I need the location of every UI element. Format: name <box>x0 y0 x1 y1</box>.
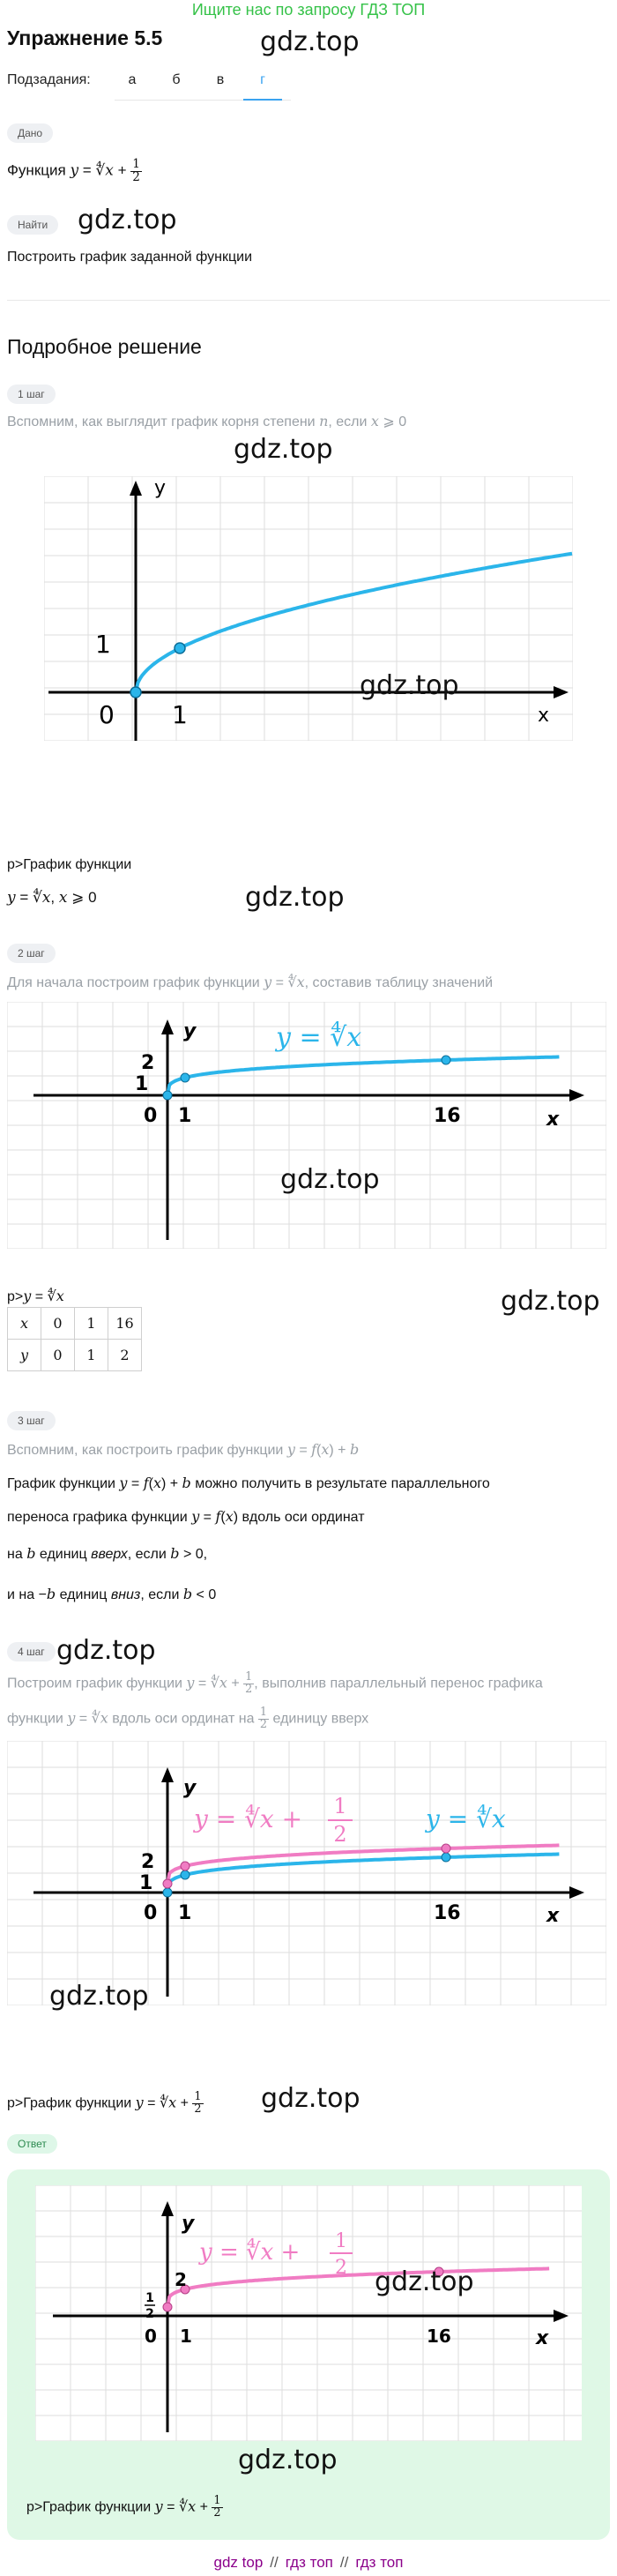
point-shift-one <box>181 1862 190 1870</box>
x-label: x <box>538 705 550 727</box>
page-title: Упражнение 5.5 <box>7 26 163 49</box>
formula-1: y = ∜x, x ⩾ 0 <box>7 889 97 907</box>
step3-line2: переноса графика функции y = f(x) вдоль оси ординат <box>7 1508 365 1525</box>
given-text: Функция y = ∜x + $\frac{1}{2}$ <box>7 157 140 184</box>
watermark: gdz.top <box>261 2083 361 2114</box>
footer-link[interactable]: гдз топ <box>355 2554 404 2571</box>
step3-pill: 3 шаг <box>7 1411 56 1430</box>
y-label: y <box>183 1777 197 1799</box>
given-pill: Дано <box>7 123 53 143</box>
tab-a[interactable]: а <box>128 72 137 87</box>
divider <box>7 300 610 301</box>
chart-shifted <box>7 1741 606 2005</box>
watermark: gdz.top <box>375 2266 474 2297</box>
tick-zero: 0 <box>144 1105 158 1127</box>
table-cell: 1 <box>75 1340 108 1371</box>
tick-half-num: 1 <box>145 2291 154 2305</box>
tick-x-1: 1 <box>178 1902 192 1924</box>
x-label: x <box>546 1905 560 1927</box>
label-y-fourth-root: y = ∜x <box>276 1022 362 1053</box>
label-shifted: y = ∜x + <box>194 1804 303 1833</box>
tick-x-16: 16 <box>427 2326 451 2347</box>
step3-line3: на b единиц вверх, если b > 0, <box>7 1545 208 1562</box>
find-pill: Найти <box>7 215 58 235</box>
tick-y-1: 1 <box>95 630 111 659</box>
watermark: gdz.top <box>234 434 333 465</box>
caption-4: p>График функции y = ∜x + $\frac{1}{2}$ <box>7 2090 202 2116</box>
values-table <box>7 1307 142 1371</box>
tick-y-2: 2 <box>141 1851 155 1873</box>
watermark: gdz.top <box>360 670 459 701</box>
caption-1: p>График функции <box>7 857 132 872</box>
solution-title: Подробное решение <box>7 335 202 358</box>
x-label: x <box>546 1109 560 1131</box>
watermark: gdz.top <box>501 1286 600 1317</box>
active-tab-indicator <box>243 99 282 101</box>
table-cell: y <box>8 1340 41 1371</box>
table-cell: 0 <box>41 1340 75 1371</box>
step3-line4: и на −b единиц вниз, если b < 0 <box>7 1586 217 1602</box>
tick-x-1: 1 <box>180 2326 192 2347</box>
point-answer-origin <box>163 2303 172 2311</box>
footer-link[interactable]: гдз топ <box>285 2554 333 2571</box>
table-cell: 2 <box>108 1340 142 1371</box>
label-half-den: 2 <box>333 1822 347 1847</box>
curve-root <box>136 554 572 692</box>
tick-x-16: 16 <box>434 1105 461 1127</box>
watermark: gdz.top <box>238 2445 338 2475</box>
table-cell: 1 <box>75 1308 108 1340</box>
caption-2: p>y = ∜x <box>7 1288 64 1304</box>
find-text: Построить график заданной функции <box>7 250 253 265</box>
point-origin <box>163 1091 172 1100</box>
footer-sep: // <box>339 2554 349 2571</box>
table-row <box>8 1308 142 1340</box>
chart-sqrt-general <box>44 476 573 741</box>
y-label: y <box>182 2213 195 2235</box>
point-shift-sixteen <box>442 1844 450 1853</box>
watermark: gdz.top <box>56 1635 156 1666</box>
step3-text: Вспомним, как построить график функции y = f(x) + b <box>7 1441 360 1458</box>
watermark: gdz.top <box>49 1981 149 2012</box>
tick-zero: 0 <box>144 1902 158 1924</box>
step1-text: Вспомним, как выглядит график корня степени n, если x ⩾ 0 <box>7 413 407 429</box>
point-sixteen <box>442 1853 450 1862</box>
point-one <box>181 1073 190 1082</box>
footer-sep: // <box>270 2554 279 2571</box>
tick-zero: 0 <box>99 700 115 729</box>
tick-x-16: 16 <box>434 1902 461 1924</box>
watermark: gdz.top <box>280 1164 380 1195</box>
y-label: y <box>154 477 167 499</box>
step4-pill: 4 шаг <box>7 1642 56 1661</box>
step4-text-2: функции y = ∜x вдоль оси ординат на $\frac{1}{2}$ единицу вверх <box>7 1706 369 1731</box>
x-label: x <box>536 2327 549 2349</box>
top-banner: Ищите нас по запросу ГДЗ ТОП <box>191 1 426 19</box>
step4-text-1: Построим график функции y = ∜x + $\frac{1}{2}$ , выполнив параллельный перенос графика <box>7 1670 543 1696</box>
point-one <box>175 643 185 653</box>
step1-pill: 1 шаг <box>7 385 56 404</box>
label-y-fourth-root: y = ∜x <box>426 1804 506 1833</box>
answer-pill: Ответ <box>7 2134 57 2154</box>
label-half-den: 2 <box>335 2257 347 2279</box>
tick-half-den: 2 <box>145 2307 154 2321</box>
point-shift-origin <box>163 1879 172 1888</box>
tab-v[interactable]: в <box>216 72 225 87</box>
tick-zero: 0 <box>145 2326 157 2347</box>
watermark: gdz.top <box>245 882 345 913</box>
table-row <box>8 1340 142 1371</box>
watermark: gdz.top <box>78 205 177 235</box>
tick-y-2: 2 <box>141 1052 155 1074</box>
point-origin <box>163 1888 172 1897</box>
tick-y-2: 2 <box>175 2269 187 2290</box>
label-half-num: 1 <box>335 2230 347 2252</box>
step2-text: Для начала построим график функции y = ∜x, составив таблицу значений <box>7 974 494 990</box>
tick-y-1: 1 <box>139 1872 153 1894</box>
tick-y-1: 1 <box>135 1073 149 1095</box>
step3-line1: График функции y = f(x) + b можно получить в результате параллельного <box>7 1475 490 1491</box>
subtasks-label: Подзадания: <box>7 72 91 87</box>
label-half-num: 1 <box>333 1794 347 1818</box>
point-one <box>181 1870 190 1879</box>
answer-caption: p>График функции y = ∜x + $\frac{1}{2}$ <box>26 2494 221 2520</box>
tab-b[interactable]: б <box>172 72 181 87</box>
step2-pill: 2 шаг <box>7 944 56 963</box>
tab-g[interactable]: г <box>260 72 265 87</box>
table-cell: 0 <box>41 1308 75 1340</box>
table-cell: x <box>8 1308 41 1340</box>
footer-link[interactable]: gdz top <box>213 2554 264 2571</box>
footer <box>0 2554 617 2572</box>
chart-fourth-root <box>7 1002 606 1249</box>
tick-x-1: 1 <box>172 700 188 729</box>
y-label: y <box>183 1020 197 1042</box>
table-cell: 16 <box>108 1308 142 1340</box>
watermark: gdz.top <box>260 26 360 57</box>
label-answer: y = ∜x + <box>199 2239 301 2266</box>
point-sixteen <box>442 1056 450 1064</box>
chart-answer <box>35 2185 582 2441</box>
tick-x-1: 1 <box>178 1105 192 1127</box>
point-origin <box>130 687 141 698</box>
